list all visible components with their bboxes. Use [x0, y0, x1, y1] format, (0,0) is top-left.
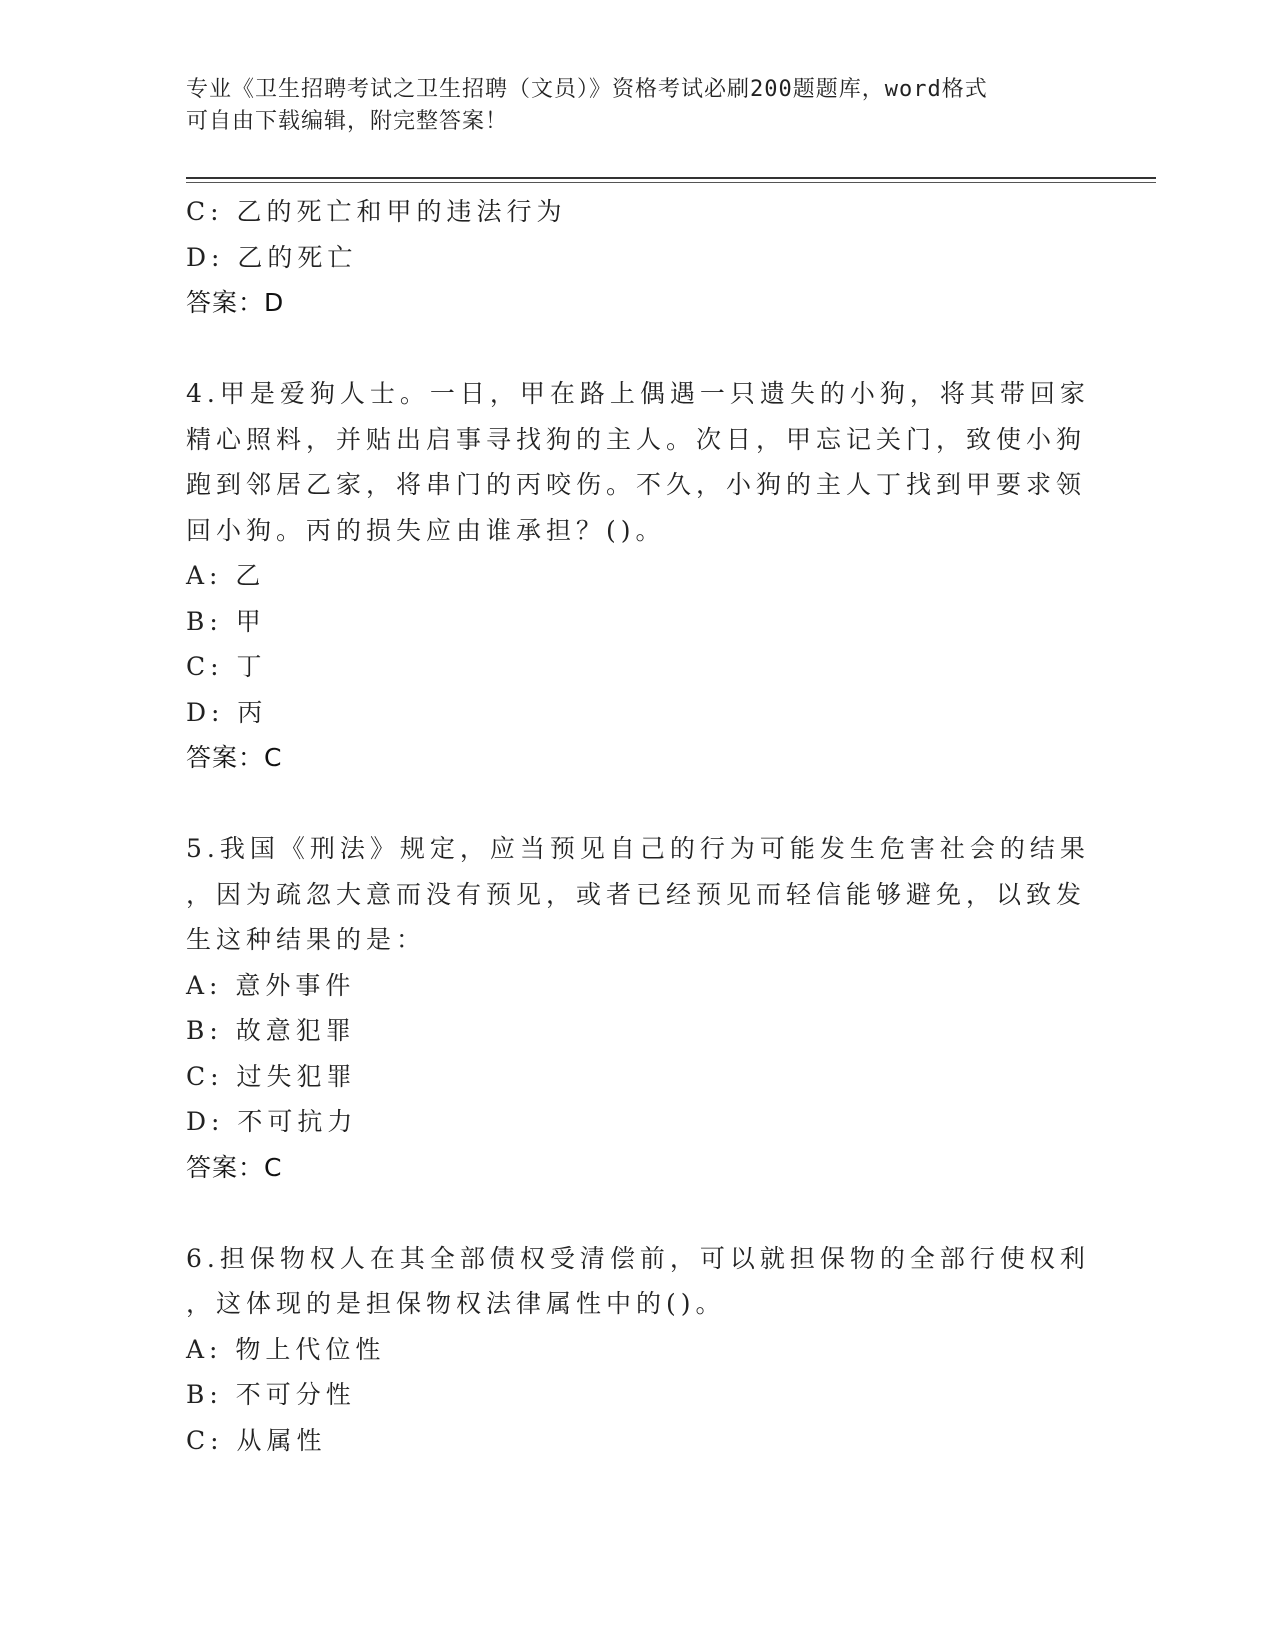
question-text-line: ，因为疏忽大意而没有预见，或者已经预见而轻信能够避免，以致发 — [186, 879, 1087, 909]
question-4 — [186, 371, 1090, 781]
question-text-line: 跑到邻居乙家，将串门的丙咬伤。不久，小狗的主人丁找到甲要求领 — [186, 470, 1087, 499]
option-c: C: 从属性 — [186, 1425, 327, 1455]
question-5 — [186, 826, 1090, 1190]
option-c: C: 乙的死亡和甲的违法行为 — [186, 197, 567, 226]
question-6 — [186, 1236, 1090, 1464]
question-content — [186, 189, 1090, 1463]
spacer — [186, 781, 1066, 827]
option-a: A: 物上代位性 — [186, 1334, 386, 1364]
option-d: D: 丙 — [186, 697, 268, 727]
question-text-line: 4.甲是爱狗人士。一日，甲在路上偶遇一只遗失的小狗，将其带回家 — [186, 379, 1090, 408]
header-rule-thin — [186, 182, 1156, 183]
document-header — [186, 74, 1066, 138]
header-line-1: 专业《卫生招聘考试之卫生招聘（文员）》资格考试必刷200题题库，word格式 — [186, 77, 988, 102]
spacer — [186, 326, 1066, 372]
header-rule-thick — [186, 177, 1156, 179]
question-text-line: ，这体现的是担保物权法律属性中的()。 — [186, 1289, 726, 1318]
spacer — [186, 1190, 1066, 1236]
answer-line: 答案：C — [186, 743, 283, 772]
header-line-2: 可自由下载编辑，附完整答案！ — [186, 109, 509, 134]
question-text-line: 回小狗。丙的损失应由谁承担？()。 — [186, 515, 666, 545]
option-b: B: 不可分性 — [186, 1380, 356, 1409]
question-3-tail — [186, 189, 1066, 326]
question-text-line: 6.担保物权人在其全部债权受清偿前，可以就担保物的全部行使权利 — [186, 1243, 1090, 1273]
option-a: A: 意外事件 — [186, 970, 356, 1000]
option-d: D: 不可抗力 — [186, 1107, 358, 1136]
option-c: C: 过失犯罪 — [186, 1061, 357, 1091]
question-text-line: 生这种结果的是： — [186, 925, 427, 954]
answer-line: 答案：C — [186, 1152, 283, 1182]
answer-line: 答案：D — [186, 288, 285, 317]
question-text-line: 精心照料，并贴出启事寻找狗的主人。次日，甲忘记关门，致使小狗 — [186, 424, 1087, 454]
option-a: A: 乙 — [186, 561, 266, 590]
option-d: D: 乙的死亡 — [186, 242, 358, 272]
option-b: B: 甲 — [186, 606, 266, 636]
option-b: B: 故意犯罪 — [186, 1016, 356, 1045]
question-text-line: 5.我国《刑法》规定，应当预见自己的行为可能发生危害社会的结果 — [186, 834, 1090, 863]
option-c: C: 丁 — [186, 652, 267, 681]
